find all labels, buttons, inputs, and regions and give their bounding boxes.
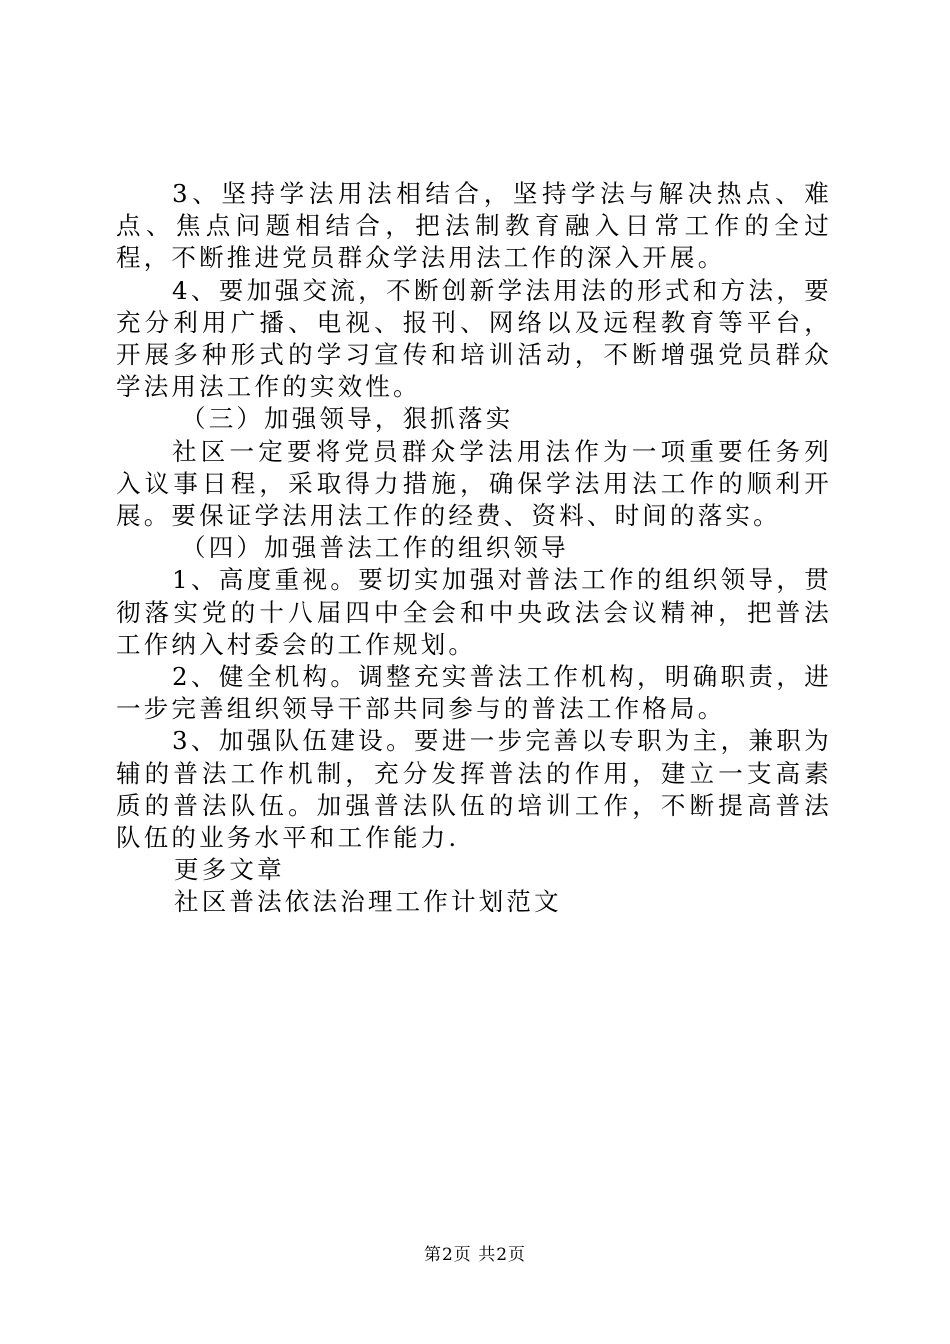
section-heading-4: （四）加强普法工作的组织领导: [181, 533, 569, 563]
paragraph-item-3b: 3、加强队伍建设。要进一步完善以专职为主，兼职为辅的普法工作机制，充分发挥普法的作用，建立一支高素质的普法队伍。加强普法队伍的培训工作，不断提高普法队伍的业务水平和工作能力.: [116, 726, 832, 853]
paragraph-item-3: 3、坚持学法用法相结合，坚持学法与解决热点、难点、焦点问题相结合，把法制教育融入日常工作的全过程，不断推进党员群众学法用法工作的深入开展。: [116, 179, 832, 273]
section-heading-3: （三）加强领导，狠抓落实: [181, 404, 514, 434]
more-articles-label: 更多文章: [174, 855, 285, 885]
paragraph-item-1: 1、高度重视。要切实加强对普法工作的组织领导，贯彻落实党的十八届四中全会和中央政法会议精神，把普法工作纳入村委会的工作规划。: [116, 565, 832, 659]
paragraph-community: 社区一定要将党员群众学法用法作为一项重要任务列入议事日程，采取得力措施，确保学法用法工作的顺利开展。要保证学法用法工作的经费、资料、时间的落实。: [116, 436, 832, 531]
paragraph-item-4: 4、要加强交流，不断创新学法用法的形式和方法，要充分利用广播、电视、报刊、网络以及远程教育等平台，开展多种形式的学习宣传和培训活动，不断增强党员群众学法用法工作的实效性。: [116, 275, 832, 402]
related-article-link[interactable]: 社区普法依法治理工作计划范文: [174, 887, 562, 917]
paragraph-item-2: 2、健全机构。调整充实普法工作机构，明确职责，进一步完善组织领导干部共同参与的普法工作格局。: [116, 662, 832, 724]
document-body: [116, 178, 832, 919]
page-number-footer: 第2页 共2页: [423, 1245, 527, 1265]
